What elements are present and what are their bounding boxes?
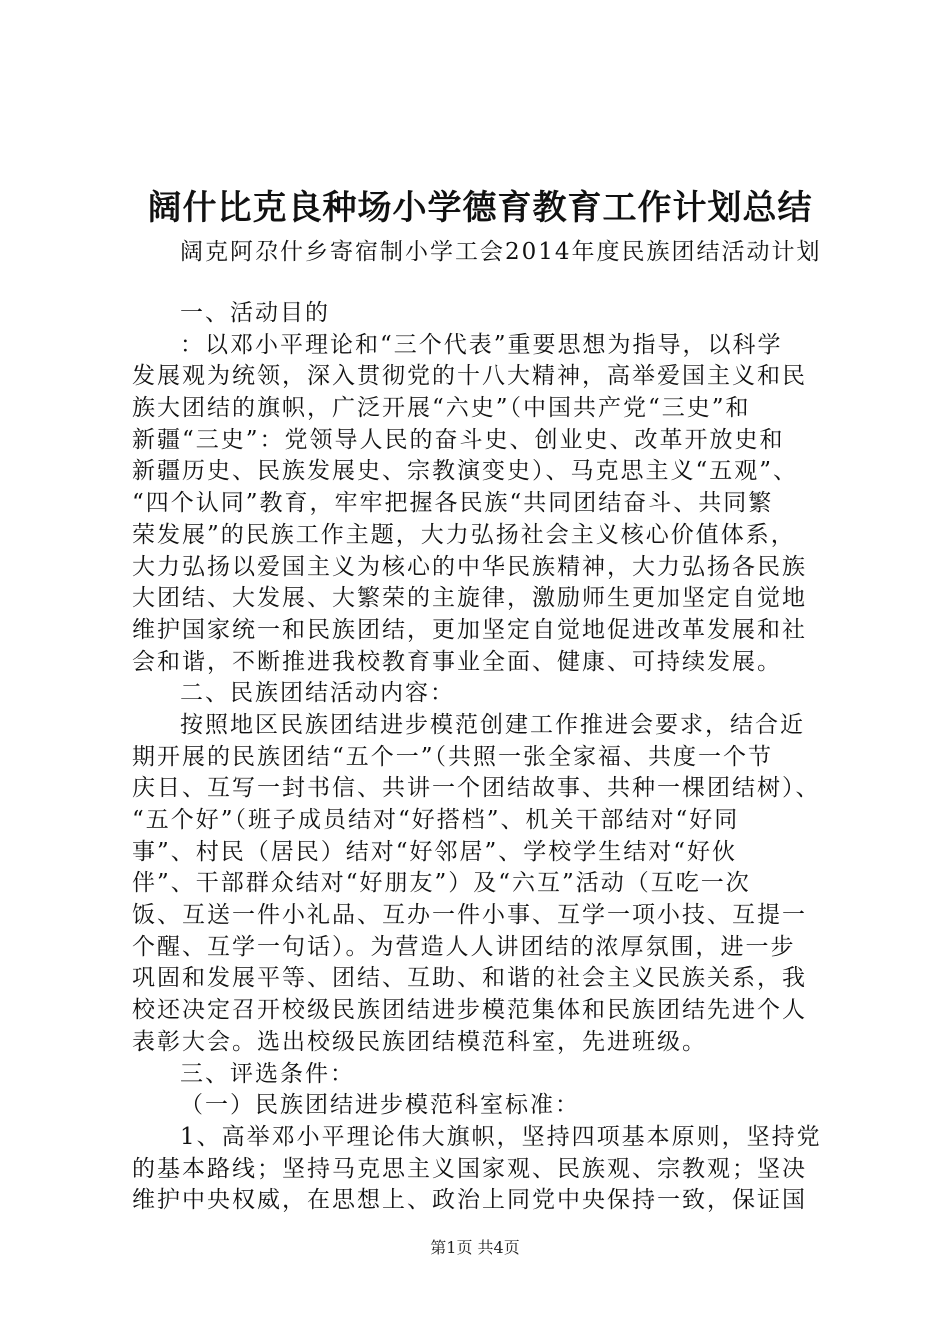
subsection-heading: （一）民族团结进步模范科室标准： bbox=[180, 1092, 580, 1119]
paragraph-line: 维护中央权威，在思想上、政治上同党中央保持一致，保证国 bbox=[132, 1187, 807, 1214]
paragraph-line: 发展观为统领，深入贯彻党的十八大精神，高举爱国主义和民 bbox=[132, 363, 807, 390]
paragraph-line: 荣发展”的民族工作主题，大力弘扬社会主义核心价值体系， bbox=[132, 521, 796, 548]
paragraph-line: 的基本路线；坚持马克思主义国家观、民族观、宗教观；坚决 bbox=[132, 1155, 807, 1182]
paragraph-line: 伴”、干部群众结对“好朋友”）及“六互”活动（互吃一次 bbox=[132, 870, 751, 897]
section-heading: 一、活动目的 bbox=[180, 300, 330, 326]
paragraph-line: 大团结、大发展、大繁荣的主旋律，激励师生更加坚定自觉地 bbox=[132, 585, 807, 612]
paragraph-line: 1、高举邓小平理论伟大旗帜，坚持四项基本原则，坚持党 bbox=[180, 1123, 822, 1150]
paragraph-line: 会和谐，不断推进我校教育事业全面、健康、可持续发展。 bbox=[132, 648, 782, 675]
section-heading: 二、民族团结活动内容： bbox=[180, 680, 455, 707]
paragraph-line: 表彰大会。选出校级民族团结模范科室，先进班级。 bbox=[132, 1028, 707, 1055]
paragraph-line: 维护国家统一和民族团结，更加坚定自觉地促进改革发展和社 bbox=[132, 616, 807, 643]
paragraph-line: 事”、村民（居民）结对“好邻居”、学校学生结对“好伙 bbox=[132, 838, 738, 865]
paragraph-line: 按照地区民族团结进步模范创建工作推进会要求，结合近 bbox=[180, 711, 805, 738]
paragraph-line: 庆日、互写一封书信、共讲一个团结故事、共种一棵团结树）、 bbox=[132, 775, 821, 802]
paragraph-line: ：以邓小平理论和“三个代表”重要思想为指导，以科学 bbox=[180, 331, 783, 358]
paragraph-line: 期开展的民族团结“五个一”（共照一张全家福、共度一个节 bbox=[132, 743, 774, 770]
paragraph-line: 新疆历史、民族发展史、宗教演变史）、马克思主义“五观”、 bbox=[132, 458, 799, 485]
page-footer: 第1页 共4页 bbox=[430, 1238, 520, 1257]
paragraph-line: “五个好”（班子成员结对“好搭档”、机关干部结对“好同 bbox=[132, 807, 740, 833]
document-title: 阔什比克良种场小学德育教育工作计划总结 bbox=[147, 188, 813, 228]
paragraph-line: 族大团结的旗帜，广泛开展“六史”（中国共产党“三史”和 bbox=[132, 395, 751, 422]
paragraph-line: 校还决定召开校级民族团结进步模范集体和民族团结先进个人 bbox=[132, 997, 807, 1024]
section-heading: 三、评选条件： bbox=[180, 1060, 355, 1087]
paragraph-line: 巩固和发展平等、团结、互助、和谐的社会主义民族关系，我 bbox=[132, 965, 807, 992]
paragraph-line: 大力弘扬以爱国主义为核心的中华民族精神，大力弘扬各民族 bbox=[132, 553, 807, 580]
document-body bbox=[132, 292, 832, 1217]
paragraph-line: 新疆“三史”：党领导人民的奋斗史、创业史、改革开放史和 bbox=[132, 426, 785, 453]
paragraph-line: 个醒、互学一句话）。为营造人人讲团结的浓厚氛围，进一步 bbox=[132, 933, 796, 960]
document-subtitle: 阔克阿尕什乡寄宿制小学工会2014年度民族团结活动计划 bbox=[180, 239, 822, 265]
paragraph-line: 饭、互送一件小礼品、互办一件小事、互学一项小技、互提一 bbox=[132, 902, 807, 929]
paragraph-line: “四个认同”教育，牢牢把握各民族“共同团结奋斗、共同繁 bbox=[132, 490, 774, 517]
